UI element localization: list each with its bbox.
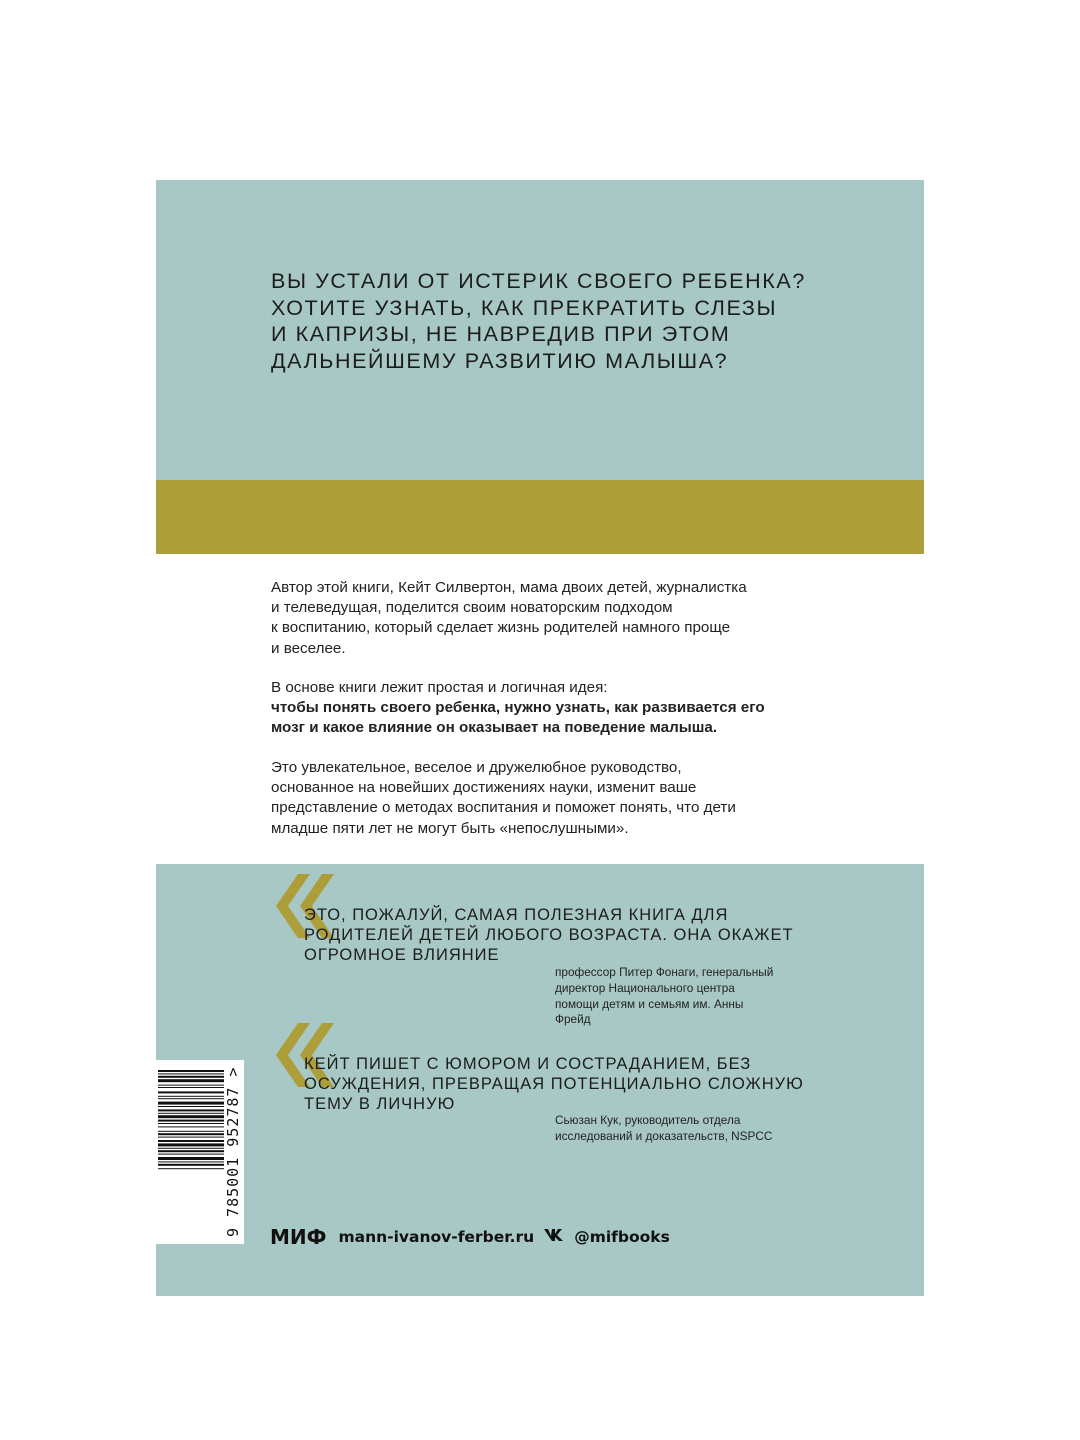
attribution-line: Фрейд [555, 1012, 591, 1027]
barcode-bar [158, 1091, 224, 1093]
bold-text-line: мозг и какое влияние он оказывает на поведение малыша. [271, 719, 718, 737]
headline-band [156, 180, 924, 480]
text-line: к воспитанию, который сделает жизнь родителей намного проще [271, 619, 731, 637]
barcode-bar [158, 1102, 224, 1105]
website-link[interactable]: mann-ivanov-ferber.ru [338, 1228, 535, 1246]
barcode-bar [158, 1087, 224, 1088]
attribution-line: Сьюзан Кук, руководитель отдела [555, 1113, 741, 1127]
headline-line: ВЫ УСТАЛИ ОТ ИСТЕРИК СВОЕГО РЕБЕНКА? [271, 269, 806, 293]
barcode-bar [158, 1106, 224, 1107]
barcode-bar [158, 1137, 224, 1138]
barcode-bar [158, 1085, 224, 1086]
gold-divider-band [156, 480, 924, 554]
text-line: В основе книги лежит простая и логичная идея: [271, 679, 608, 696]
text-line: и веселее. [271, 639, 346, 657]
text-line: представление о методах воспитания и поможет понять, что дети [271, 799, 736, 817]
barcode-bar [158, 1076, 224, 1078]
barcode-bar [158, 1113, 224, 1114]
bold-text-line: чтобы понять своего ребенка, нужно узнать, как развивается его [271, 699, 765, 717]
barcode-bar [158, 1070, 224, 1072]
attribution-line: директор Национального центра [555, 980, 735, 995]
description-paragraph-3 [271, 758, 831, 839]
quote-line: ЭТО, ПОЖАЛУЙ, САМАЯ ПОЛЕЗНАЯ КНИГА ДЛЯ [304, 906, 729, 924]
text-line: младше пяти лет не могут быть «непослушными». [271, 819, 629, 837]
barcode-bar [158, 1098, 224, 1099]
barcode-bar [158, 1133, 224, 1135]
book-back-cover [156, 180, 924, 1296]
attribution-line: исследований и доказательств, NSPCC [555, 1128, 773, 1143]
quote-2-attribution [555, 1113, 815, 1145]
quote-line: ОГРОМНОЕ ВЛИЯНИЕ [304, 946, 500, 964]
barcode-bar [158, 1161, 224, 1162]
vk-icon[interactable] [544, 1228, 564, 1246]
barcode-bar [158, 1150, 224, 1152]
barcode-bar [158, 1120, 224, 1122]
barcode-bars [158, 1070, 224, 1234]
barcode-bar [158, 1143, 224, 1146]
social-handle[interactable]: @mifbooks [574, 1228, 670, 1246]
barcode-bar [158, 1140, 224, 1142]
text-line: основанное на новейших достижениях науки, изменит ваше [271, 779, 697, 797]
quote-1-text [304, 905, 824, 965]
quote-line: ТЕМУ В ЛИЧНУЮ [304, 1095, 456, 1113]
description-band [156, 554, 924, 864]
headline-line: ДАЛЬНЕЙШЕМУ РАЗВИТИЮ МАЛЫША? [271, 348, 729, 373]
barcode-bar [158, 1157, 224, 1160]
isbn-number: 9 785001 952787 > [224, 1066, 242, 1238]
quote-line: ОСУЖДЕНИЯ, ПРЕВРАЩАЯ ПОТЕНЦИАЛЬНО СЛОЖНУЮ [304, 1075, 804, 1093]
barcode-bar [158, 1109, 224, 1111]
barcode-bar [158, 1154, 224, 1155]
description-paragraph-2 [271, 678, 831, 739]
barcode-bar [158, 1126, 224, 1127]
barcode-bar [158, 1073, 224, 1074]
headline-line: ХОТИТЕ УЗНАТЬ, КАК ПРЕКРАТИТЬ СЛЕЗЫ [271, 295, 778, 320]
barcode-bar [158, 1123, 224, 1124]
publisher-logo: МИФ [270, 1225, 327, 1249]
barcode-bar [158, 1096, 224, 1097]
isbn-barcode [156, 1060, 244, 1244]
description-paragraph-1 [271, 578, 831, 659]
quote-1-attribution [555, 965, 815, 1028]
barcode-bar [158, 1164, 224, 1166]
text-line: Это увлекательное, веселое и дружелюбное руководство, [271, 759, 682, 776]
attribution-line: профессор Питер Фонаги, генеральный [555, 965, 774, 979]
headline-line: И КАПРИЗЫ, НЕ НАВРЕДИВ ПРИ ЭТОМ [271, 322, 731, 346]
publisher-footer [270, 1224, 670, 1250]
barcode-bar [158, 1079, 224, 1082]
headline [271, 268, 871, 374]
barcode-bar [158, 1148, 224, 1149]
quote-line: КЕЙТ ПИШЕТ С ЮМОРОМ И СОСТРАДАНИЕМ, БЕЗ [304, 1055, 752, 1073]
barcode-bar [158, 1115, 224, 1118]
text-line: Автор этой книги, Кейт Силвертон, мама двоих детей, журналистка [271, 579, 747, 596]
text-line: и телеведущая, поделится своим новаторским подходом [271, 599, 673, 617]
barcode-bar [158, 1131, 224, 1132]
quote-2-text [304, 1054, 824, 1114]
quote-line: РОДИТЕЛЕЙ ДЕТЕЙ ЛЮБОГО ВОЗРАСТА. ОНА ОКАЖЕТ [304, 926, 794, 944]
barcode-bar [158, 1168, 224, 1169]
attribution-line: помощи детям и семьям им. Анны [555, 996, 744, 1011]
